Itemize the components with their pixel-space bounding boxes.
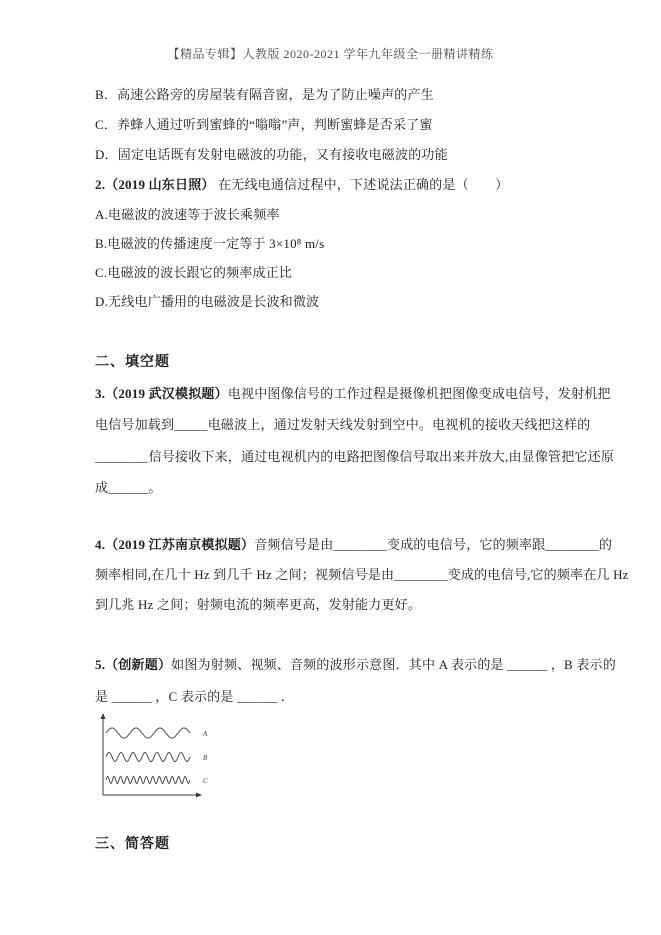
q3-number: 3.（2019 武汉模拟题） — [95, 386, 228, 401]
q3-line4: 成______。 — [95, 480, 162, 495]
page-header: 【精品专辑】人教版 2020-2021 学年九年级全一册精讲精练 — [167, 47, 494, 61]
q2-option-d: D.无线电广播用的电磁波是长波和微波 — [95, 294, 320, 309]
q3-line1 — [95, 385, 611, 402]
q2-option-b: B.电磁波的传播速度一定等于 3×10⁸ m/s — [95, 236, 325, 251]
q3-line3: ________信号接收下来，通过电视机内的电路把图像信号取出来并放大,由显像管把它还原 — [95, 449, 615, 464]
q4-line3: 到几兆 Hz 之间；射频电流的频率更高，发射能力更好。 — [95, 597, 422, 612]
q1-option-b: B．高速公路旁的房屋装有隔音窗，是为了防止噪声的产生 — [95, 87, 434, 102]
q4-line1-text: 音频信号是由________变成的电信号，它的频率跟________的 — [254, 537, 613, 552]
q4-line2: 频率相同,在几十 Hz 到几千 Hz 之间；视频信号是由________变成的电信号,它的频率在几 Hz — [95, 567, 629, 582]
wave-a — [106, 728, 190, 738]
section-title-fill-in-blanks: 二、填空题 — [95, 355, 170, 370]
q5-line1 — [95, 656, 616, 673]
q2-stem — [95, 176, 508, 193]
wave-b — [106, 753, 190, 762]
q2-number: 2.（2019 山东日照） — [95, 177, 215, 192]
q3-line1-text: 电视中图像信号的工作过程是摄像机把图像变成电信号，发射机把 — [227, 386, 611, 401]
wave-c — [106, 777, 190, 784]
q1-option-c: C．养蜂人通过听到蜜蜂的“嗡嗡”声，判断蜜蜂是否采了蜜 — [95, 117, 433, 132]
q1-option-d: D．固定电话既有发射电磁波的功能，又有接收电磁波的功能 — [95, 147, 448, 162]
q2-stem-text: 在无线电通信过程中，下述说法正确的是（ ） — [214, 177, 509, 192]
q4-line1 — [95, 536, 612, 553]
wave-label-a: A — [203, 730, 208, 738]
q2-option-a: A.电磁波的波速等于波长乘频率 — [95, 207, 280, 222]
q2-option-c: C.电磁波的波长跟它的频率成正比 — [95, 265, 293, 280]
q4-number: 4.（2019 江苏南京模拟题） — [95, 537, 255, 552]
section-title-short-answer: 三、简答题 — [95, 837, 170, 852]
q5-line1-text: 如图为射频、视频、音频的波形示意图．其中 A 表示的是 ______ ，B 表示的 — [171, 657, 616, 672]
wave-label-c: C — [203, 777, 208, 785]
waveform-diagram — [97, 709, 215, 805]
q5-number: 5.（创新题） — [95, 657, 172, 672]
wave-label-b: B — [203, 754, 208, 762]
q5-line2: 是 ______ ，C 表示的是 ______ ． — [95, 689, 294, 704]
waveform-figure — [97, 709, 215, 805]
q3-line2: 电信号加载到_____电磁波上，通过发射天线发射到空中。电视机的接收天线把这样的 — [95, 417, 591, 432]
